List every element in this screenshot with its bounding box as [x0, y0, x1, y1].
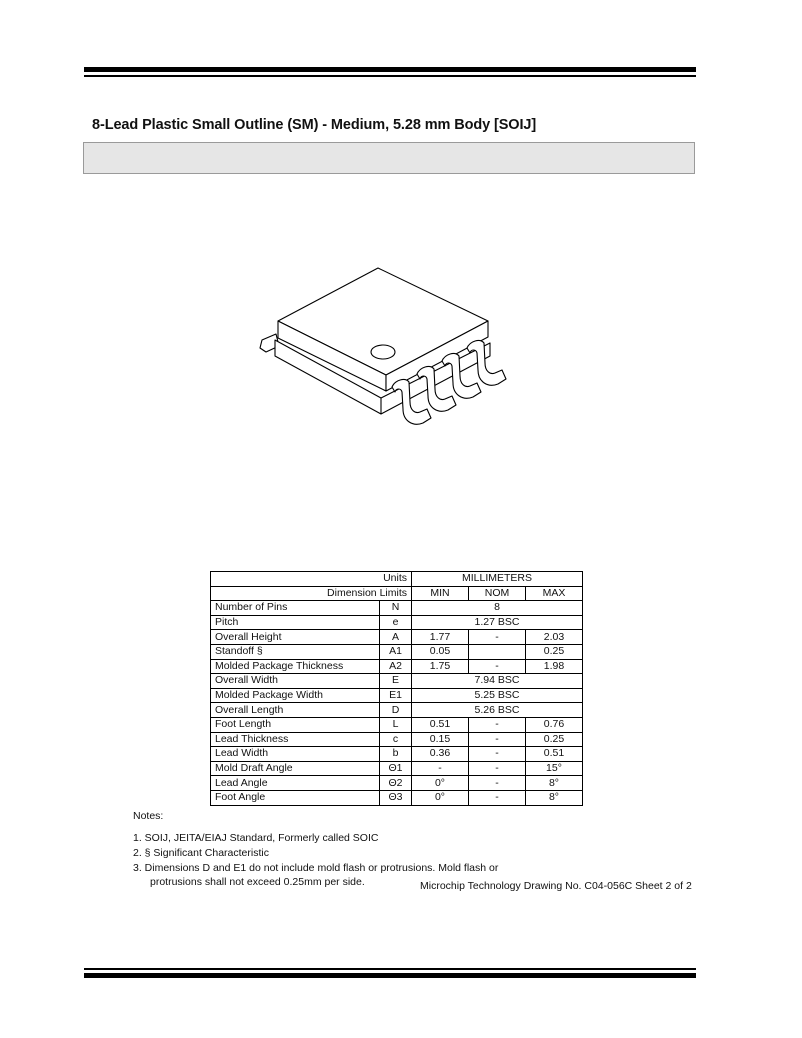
dimension-name: Number of Pins [211, 601, 380, 616]
dimension-max: 0.76 [526, 717, 583, 732]
table-row [211, 630, 583, 645]
table-row [211, 732, 583, 747]
dimension-name: Pitch [211, 615, 380, 630]
max-header: MAX [526, 586, 583, 601]
soij-package-illustration [250, 258, 520, 438]
dimension-value: 8 [412, 601, 583, 616]
dimension-symbol: E1 [380, 688, 412, 703]
table-row [211, 790, 583, 805]
note-3-continued: protrusions shall not exceed 0.25mm per side. [150, 876, 365, 888]
notes-section [133, 809, 498, 890]
dimension-name: Lead Thickness [211, 732, 380, 747]
dimension-nom: - [469, 761, 526, 776]
dimension-symbol: c [380, 732, 412, 747]
dimension-name: Foot Length [211, 717, 380, 732]
units-label: Units [211, 572, 412, 587]
table-row [211, 703, 583, 718]
drawing-number: Microchip Technology Drawing No. C04-056C Sheet 2 of 2 [420, 880, 692, 892]
dimension-max: 8° [526, 790, 583, 805]
dimension-symbol: A1 [380, 644, 412, 659]
dimension-symbol: N [380, 601, 412, 616]
dimension-value: 7.94 BSC [412, 674, 583, 689]
top-rule-thin [84, 75, 696, 77]
bottom-rule-thin [84, 968, 696, 970]
bottom-rule-thick [84, 973, 696, 978]
table-row [211, 747, 583, 762]
table-header-limits [211, 586, 583, 601]
table-row [211, 688, 583, 703]
dimension-value: 5.25 BSC [412, 688, 583, 703]
note-1: 1. SOIJ, JEITA/EIAJ Standard, Formerly called SOIC [133, 832, 379, 844]
dimension-nom: - [469, 717, 526, 732]
dimension-limits-label: Dimension Limits [211, 586, 412, 601]
table-header-units [211, 572, 583, 587]
dimension-name: Lead Width [211, 747, 380, 762]
dimension-name: Lead Angle [211, 776, 380, 791]
notes-heading: Notes: [133, 810, 164, 822]
nom-header: NOM [469, 586, 526, 601]
note-banner [83, 142, 695, 174]
dimension-max: 0.25 [526, 644, 583, 659]
dimension-symbol: D [380, 703, 412, 718]
dimension-symbol: e [380, 615, 412, 630]
dimension-symbol: Θ3 [380, 790, 412, 805]
table-row [211, 659, 583, 674]
table-row [211, 717, 583, 732]
table-row [211, 644, 583, 659]
dimension-max: 0.51 [526, 747, 583, 762]
note-2: 2. § Significant Characteristic [133, 847, 269, 859]
dimension-symbol: A2 [380, 659, 412, 674]
dimension-symbol: Θ1 [380, 761, 412, 776]
dimension-name: Mold Draft Angle [211, 761, 380, 776]
dimension-value: 5.26 BSC [412, 703, 583, 718]
dimension-nom: - [469, 659, 526, 674]
dimension-min: 0.05 [412, 644, 469, 659]
dimension-symbol: Θ2 [380, 776, 412, 791]
table-row [211, 761, 583, 776]
units-value: MILLIMETERS [412, 572, 583, 587]
dimension-name: Foot Angle [211, 790, 380, 805]
dimension-min: 1.77 [412, 630, 469, 645]
dimension-max: 0.25 [526, 732, 583, 747]
dimension-name: Molded Package Thickness [211, 659, 380, 674]
table-row [211, 674, 583, 689]
dimension-nom: - [469, 790, 526, 805]
dimension-nom: - [469, 747, 526, 762]
note-3: 3. Dimensions D and E1 do not include mold flash or protrusions. Mold flash or [133, 862, 499, 874]
dimension-min: 0.36 [412, 747, 469, 762]
dimension-max: 8° [526, 776, 583, 791]
dimension-min: 1.75 [412, 659, 469, 674]
dimension-name: Standoff § [211, 644, 380, 659]
dimension-nom [469, 644, 526, 659]
dimension-nom: - [469, 776, 526, 791]
table-row [211, 776, 583, 791]
dimension-symbol: E [380, 674, 412, 689]
dimension-min: - [412, 761, 469, 776]
top-rule-thick [84, 67, 696, 72]
dimension-symbol: A [380, 630, 412, 645]
dimension-nom: - [469, 630, 526, 645]
dimension-symbol: b [380, 747, 412, 762]
dimension-min: 0° [412, 790, 469, 805]
dimension-max: 15° [526, 761, 583, 776]
dimension-min: 0.15 [412, 732, 469, 747]
dimension-value: 1.27 BSC [412, 615, 583, 630]
dimension-min: 0° [412, 776, 469, 791]
dimension-name: Molded Package Width [211, 688, 380, 703]
dimensions-table [210, 571, 583, 806]
min-header: MIN [412, 586, 469, 601]
table-row [211, 615, 583, 630]
dimension-name: Overall Length [211, 703, 380, 718]
dimension-name: Overall Height [211, 630, 380, 645]
page-title: 8-Lead Plastic Small Outline (SM) - Medium, 5.28 mm Body [SOIJ] [92, 117, 537, 133]
dimension-name: Overall Width [211, 674, 380, 689]
dimension-nom: - [469, 732, 526, 747]
dimension-min: 0.51 [412, 717, 469, 732]
dimension-symbol: L [380, 717, 412, 732]
dimension-max: 1.98 [526, 659, 583, 674]
table-row [211, 601, 583, 616]
dimension-max: 2.03 [526, 630, 583, 645]
